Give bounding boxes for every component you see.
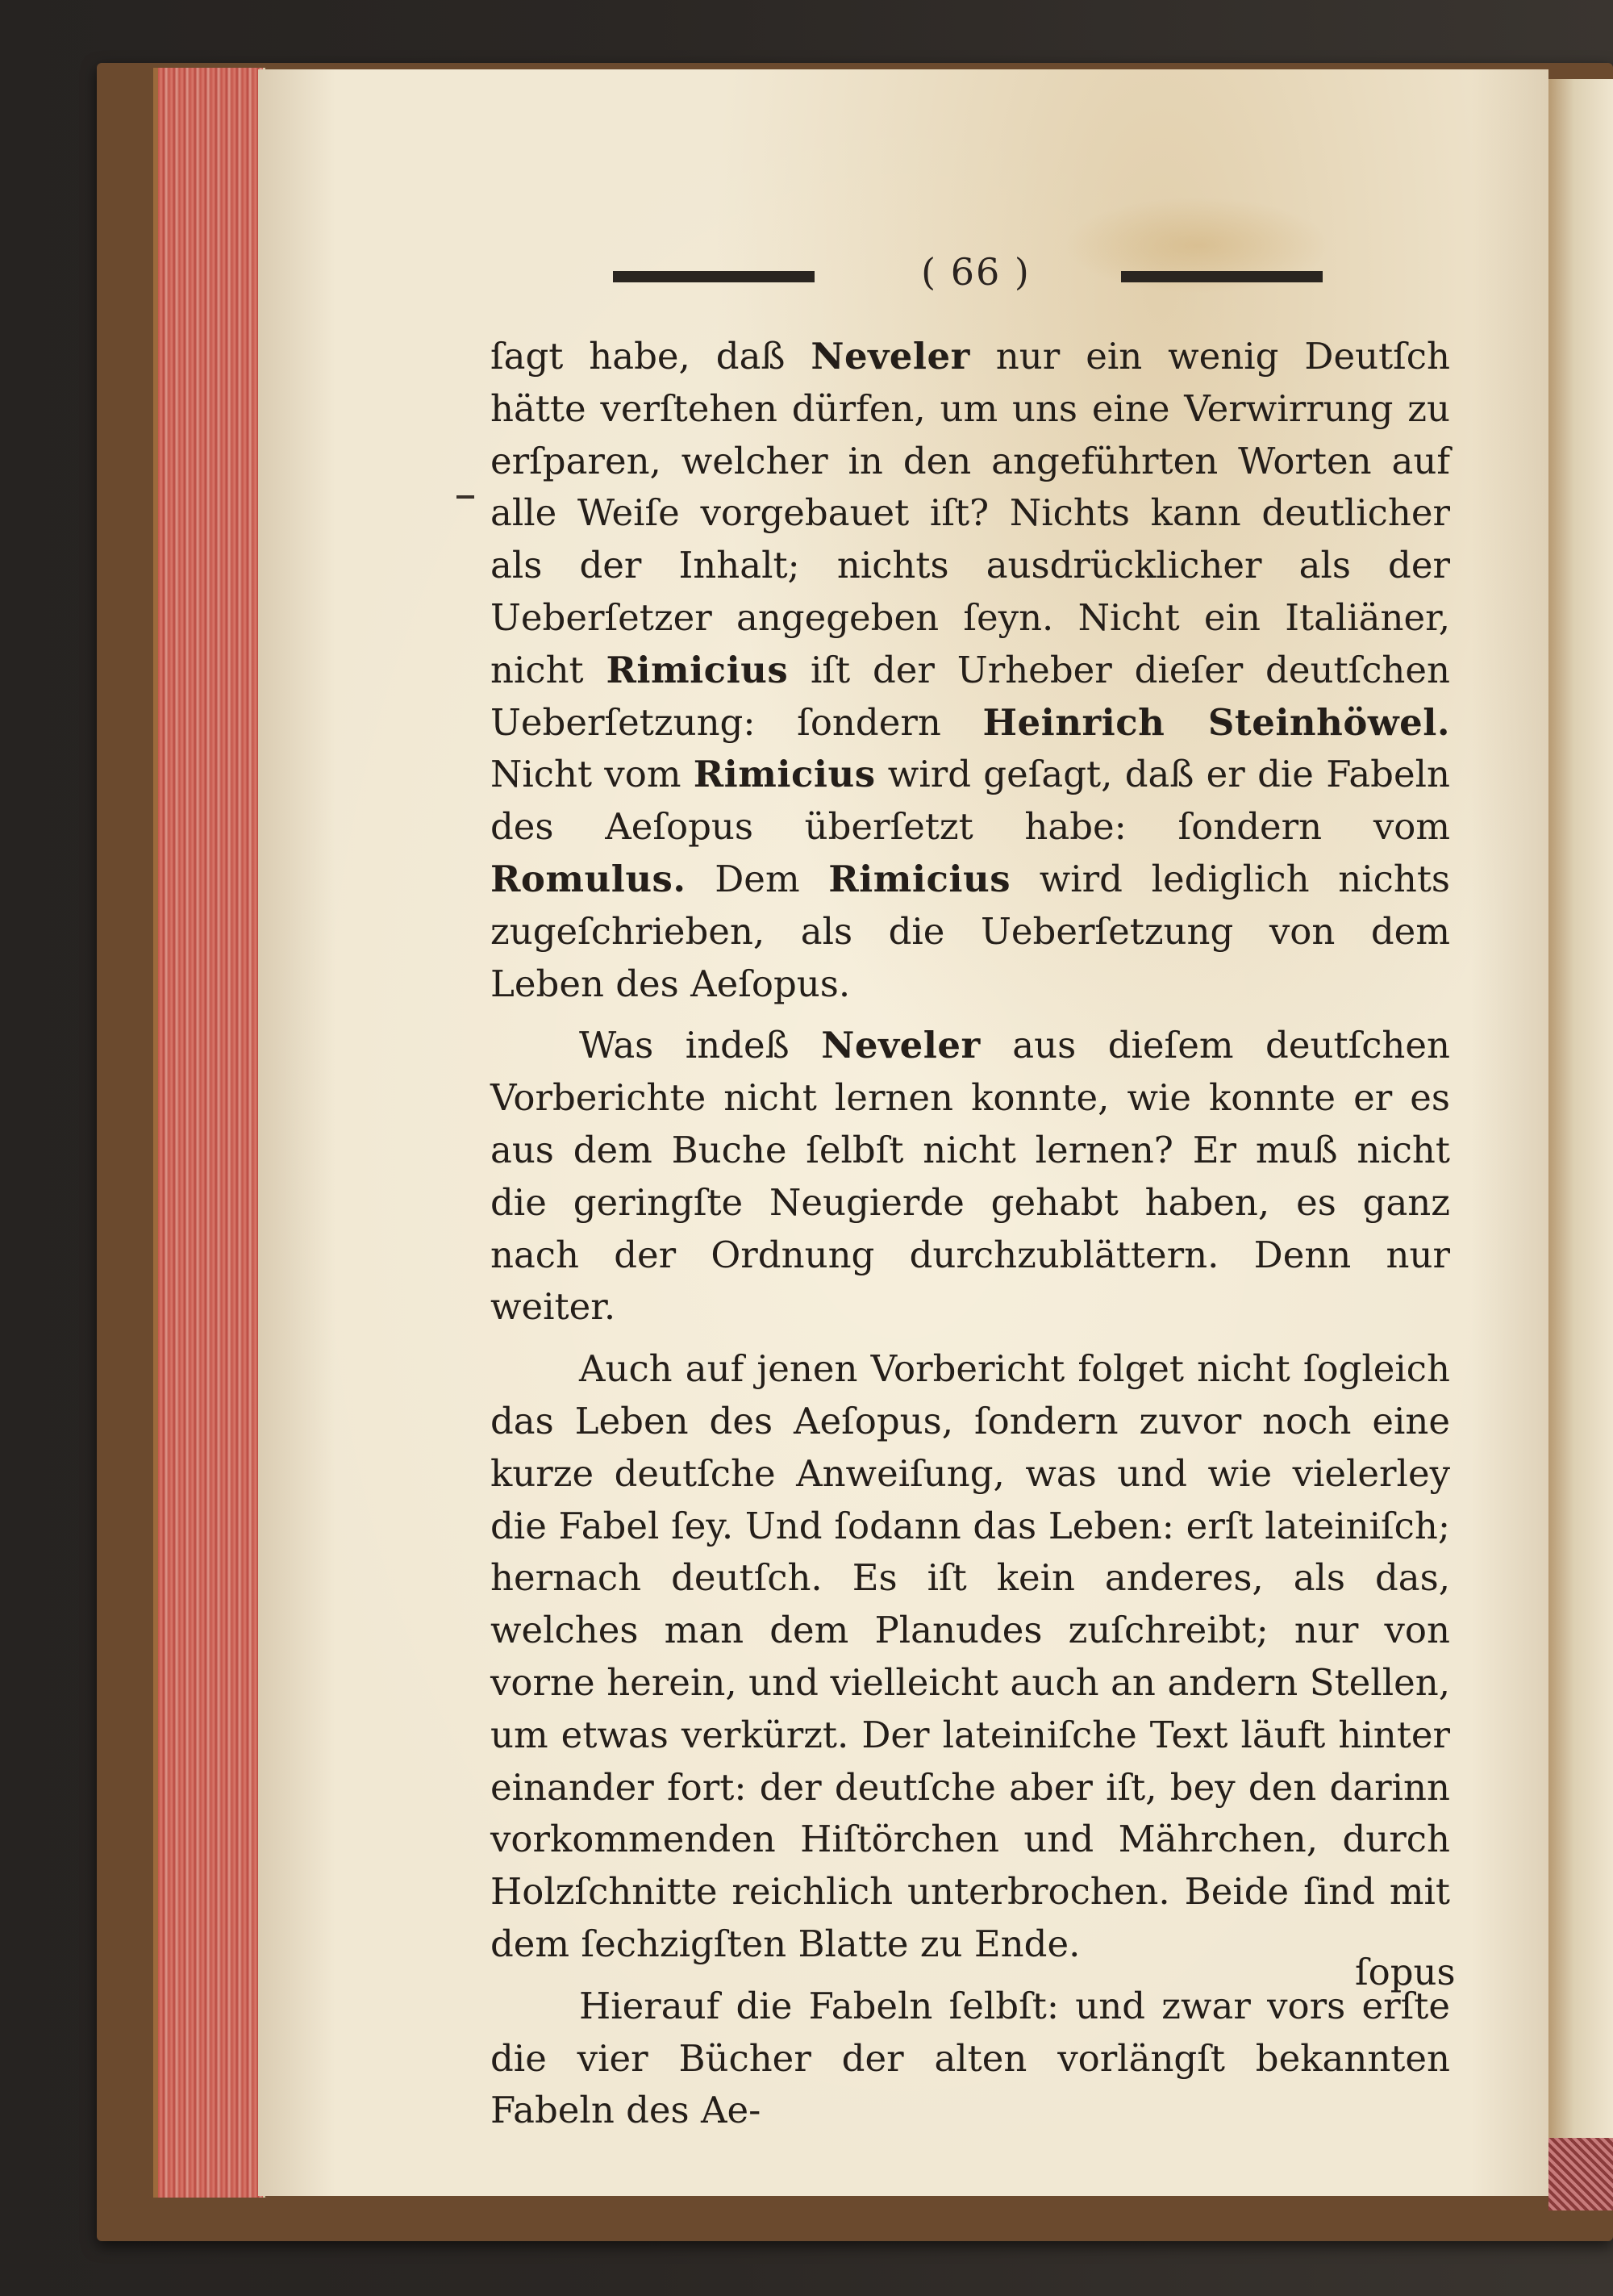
cloth-bookmark <box>1548 2138 1613 2210</box>
page-number: ( 66 ) <box>921 250 1031 294</box>
emphasized-name: Neveler <box>821 1024 981 1067</box>
text-run: ſagt habe, daß <box>490 335 811 378</box>
header-rule-left <box>613 271 815 282</box>
text-run: Dem <box>686 857 829 900</box>
emphasized-name: Romulus. <box>490 857 686 900</box>
text-run: Auch auf jenen Vorbericht folget nicht ſogleich das Leben des Aeſopus, ſondern zuvor noch eine kurze deutſche Anweiſung, was und wie vielerley die Fabel ſey. Und ſodann das Leben: erſt lateiniſch; hernach deutſch. Es iſt kein anderes, als das, welches man dem Planudes zuſchreibt; nur von vorne herein, und vielleicht auch an andern Stellen, um etwas verkürzt. Der lateiniſche Text läuft hinter einander fort: der deutſche aber iſt, bey den darinn vorkommenden Hiſtörchen und Mährchen, durch Holzſchnitte reichlich unterbrochen. Beide ſind mit dem ſechzigſten Blatte zu Ende. <box>490 1347 1450 1965</box>
text-run: Was indeß <box>579 1024 822 1067</box>
text-run: wird geſagt, daß er die Fabeln des Aeſopus überſetzt habe: ſondern vom <box>490 753 1450 849</box>
text-run: Nicht vom <box>490 753 694 796</box>
emphasized-name: Heinrich Steinhöwel. <box>982 700 1450 744</box>
text-run: aus dieſem deutſchen Vorberichte nicht lernen konnte, wie konnte er es aus dem Buche ſelbſt nicht lernen? Er muß nicht die geringſte Neugierde gehabt haben, es ganz nach der Ordnung durchzublättern. Denn nur weiter. <box>490 1024 1450 1329</box>
paragraph <box>490 1981 1450 2137</box>
text-run: nur ein wenig Deutſch hätte verſtehen dürfen, um uns eine Verwirrung zu erſparen, welcher in den angeführten Worten auf alle Weiſe vorgebauet iſt? Nichts kann deutlicher als der Inhalt; nichts ausdrücklicher als der Ueberſetzer angegeben ſeyn. Nicht ein Italiäner, nicht <box>490 335 1450 691</box>
emphasized-name: Rimicius <box>693 753 876 796</box>
facing-page-edge <box>1548 79 1613 2193</box>
page-edges-red <box>153 68 265 2198</box>
emphasized-name: Neveler <box>811 335 970 378</box>
margin-mark <box>456 495 474 499</box>
body-text <box>490 331 1456 2137</box>
header-rule-right <box>1121 271 1323 282</box>
paragraph <box>490 331 1450 1010</box>
text-run: iſt der Urheber dieſer deutſchen Ueberſetzung: ſondern <box>490 648 1450 744</box>
emphasized-name: Rimicius <box>828 857 1011 900</box>
catchword: ſopus <box>1355 1951 1456 1993</box>
text-run: wird lediglich nichts zugeſchrieben, als die Ueberſetzung von dem Leben des Aeſopus. <box>490 857 1450 1005</box>
paragraph <box>490 1343 1450 1971</box>
emphasized-name: Rimicius <box>606 648 789 691</box>
paragraph <box>490 1020 1450 1334</box>
text-run: Hierauf die Fabeln ſelbſt: und zwar vors erſte die vier Bücher der alten vorlängſt bekannten Fabeln des Ae- <box>490 1984 1450 2132</box>
page-header <box>613 250 1339 298</box>
